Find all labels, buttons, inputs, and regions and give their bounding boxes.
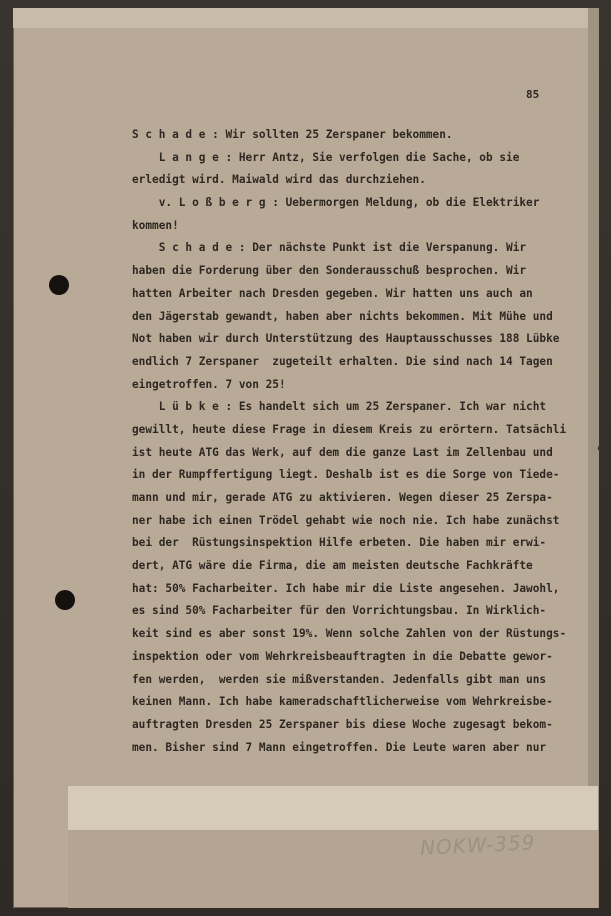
- typed-text-body: [132, 124, 584, 759]
- text-line: men. Bisher sind 7 Mann eingetroffen. Die Leute waren aber nur: [132, 740, 547, 754]
- text-line: in der Rumpffertigung liegt. Deshalb ist es die Sorge von Tiede-: [132, 468, 560, 482]
- archive-stamp: NOKW-359: [419, 829, 536, 861]
- text-line: fen werden, werden sie mißverstanden. Jedenfalls gibt man uns: [132, 672, 547, 686]
- page-top-edge: [13, 8, 599, 28]
- overlay-paper-strip: [68, 786, 598, 830]
- text-line: keit sind es aber sonst 19%. Wenn solche Zahlen von der Rüstungs-: [132, 627, 567, 641]
- text-line: gewillt, heute diese Frage in diesem Kreis zu erörtern. Tatsächli: [132, 422, 567, 436]
- text-line: S c h a d e : Wir sollten 25 Zerspaner bekommen.: [132, 128, 453, 141]
- text-line: ist heute ATG das Werk, auf dem die ganze Last im Zellenbau und: [132, 445, 553, 459]
- text-line: es sind 50% Facharbeiter für den Vorrichtungsbau. In Wirklich-: [132, 604, 547, 618]
- text-line: v. L o ß b e r g : Uebermorgen Meldung, ob die Elektriker: [132, 196, 540, 210]
- punch-hole-bottom: [55, 590, 75, 610]
- text-line: erledigt wird. Maiwald wird das durchziehen.: [132, 173, 426, 187]
- text-line: mann und mir, gerade ATG zu aktivieren. Wegen dieser 25 Zerspa-: [132, 491, 553, 504]
- text-line: keinen Mann. Ich habe kameradschaftlicherweise vom Wehrkreisbe-: [132, 695, 553, 709]
- text-line: L a n g e : Herr Antz, Sie verfolgen die Sache, ob sie: [132, 150, 520, 164]
- text-line: hatten Arbeiter nach Dresden gegeben. Wir hatten uns auch an: [132, 286, 533, 300]
- page-number: 85: [526, 88, 540, 101]
- margin-note: ch: [597, 443, 610, 454]
- text-line: endlich 7 Zerspaner zugeteilt erhalten. Die sind nach 14 Tagen: [132, 354, 553, 368]
- text-line: hat: 50% Facharbeiter. Ich habe mir die Liste angesehen. Jawohl,: [132, 581, 560, 595]
- text-line: den Jägerstab gewandt, haben aber nichts bekommen. Mit Mühe und: [132, 309, 553, 323]
- text-line: dert, ATG wäre die Firma, die am meisten deutsche Fachkräfte: [132, 559, 533, 573]
- text-line: eingetroffen. 7 von 25!: [132, 377, 286, 391]
- text-line: auftragten Dresden 25 Zerspaner bis diese Woche zugesagt bekom-: [132, 717, 553, 731]
- text-line: kommen!: [132, 218, 179, 232]
- text-line: inspektion oder vom Wehrkreisbeauftragten in die Debatte gewor-: [132, 649, 553, 663]
- text-line: haben die Forderung über den Sonderausschuß besprochen. Wir: [132, 264, 527, 278]
- punch-hole-top: [49, 275, 69, 295]
- text-line: L ü b k e : Es handelt sich um 25 Zerspaner. Ich war nicht: [132, 400, 547, 414]
- text-line: Not haben wir durch Unterstützung des Hauptausschusses 188 Lübke: [132, 332, 560, 346]
- text-line: bei der Rüstungsinspektion Hilfe erbeten. Die haben mir erwi-: [132, 536, 547, 550]
- page-right-edge: [588, 8, 599, 908]
- text-line: ner habe ich einen Trödel gehabt wie noch nie. Ich habe zunächst: [132, 513, 560, 527]
- text-line: S c h a d e : Der nächste Punkt ist die Verspanung. Wir: [132, 241, 527, 255]
